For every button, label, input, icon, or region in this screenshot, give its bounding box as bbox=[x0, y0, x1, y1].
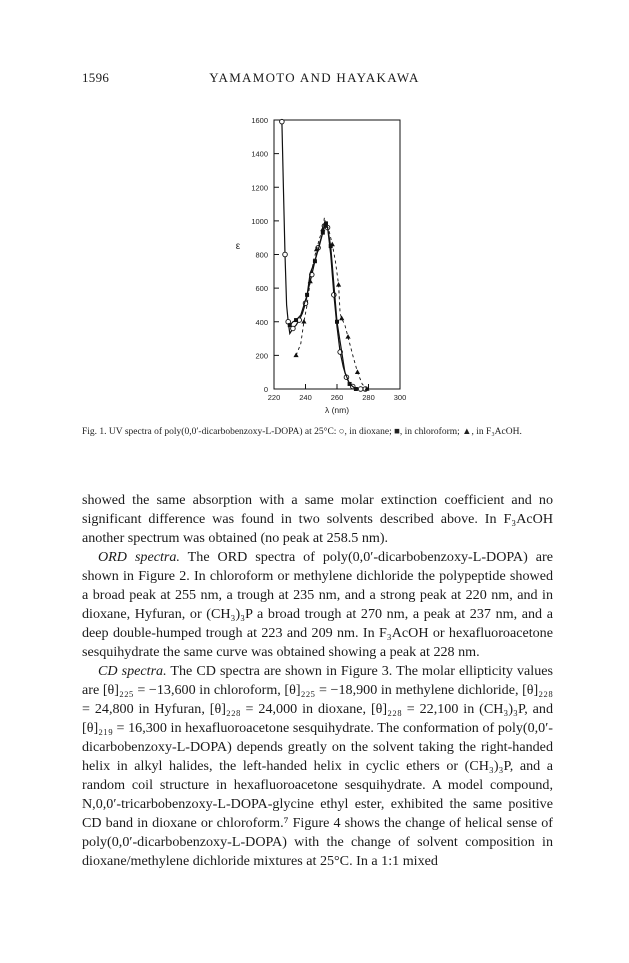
data-point-square bbox=[354, 387, 358, 391]
x-tick-label: 240 bbox=[299, 393, 312, 402]
data-point-triangle bbox=[293, 353, 298, 358]
x-tick-label: 220 bbox=[267, 393, 281, 402]
data-point-square bbox=[294, 318, 298, 322]
data-point-triangle bbox=[308, 279, 313, 284]
paragraph-cd bbox=[82, 662, 553, 871]
y-tick-label: 1000 bbox=[251, 216, 268, 226]
data-point-square bbox=[321, 231, 325, 235]
data-point-triangle bbox=[336, 282, 341, 287]
plot-frame bbox=[274, 120, 400, 389]
paragraph-1: showed the same absorption with a same molar extinction coefficient and no significant difference was found in two solvents described above. In F₃AcOH another spectrum was obtained (no peak at 258.5 nm). bbox=[82, 492, 553, 546]
body-text bbox=[82, 491, 553, 871]
y-tick-label: 600 bbox=[255, 284, 268, 294]
data-point-square bbox=[288, 323, 292, 327]
data-point-square bbox=[335, 320, 339, 324]
x-tick-label: 260 bbox=[330, 393, 344, 402]
paragraph-ord bbox=[82, 548, 553, 662]
uv-spectra-chart bbox=[0, 0, 629, 430]
x-axis-label: λ (nm) bbox=[324, 405, 350, 415]
y-tick-label: 0 bbox=[263, 385, 268, 394]
series-line bbox=[282, 122, 366, 389]
y-tick-label: 1200 bbox=[251, 183, 268, 193]
data-point-square bbox=[348, 382, 352, 386]
cd-heading: CD spectra. bbox=[98, 663, 167, 679]
data-point-circle bbox=[358, 387, 363, 392]
data-point-circle bbox=[280, 119, 285, 124]
figure-caption: Fig. 1. UV spectra of poly(0,0′-dicarbobenzoxy-L-DOPA) at 25°C: ○, in dioxane; ■, in chloroform; ▲, in F₃AcOH. bbox=[82, 427, 522, 437]
y-tick-label: 200 bbox=[255, 351, 268, 361]
running-head: YAMAMOTO AND HAYAKAWA bbox=[209, 70, 420, 85]
data-point-triangle bbox=[345, 334, 350, 339]
data-point-triangle bbox=[339, 316, 344, 321]
data-point-triangle bbox=[301, 319, 306, 324]
data-point-circle bbox=[283, 252, 288, 257]
y-tick-label: 1400 bbox=[251, 149, 268, 159]
data-point-triangle bbox=[355, 369, 360, 374]
x-tick-label: 280 bbox=[362, 393, 375, 402]
cd-text: The CD spectra are shown in Figure 3. The molar ellipticity values are [θ]₂₂₅ = −13,600 in chloroform, [θ]₂₂₅ = −18,900 in methylene dichloride, [θ]₂₂₈ = 24,800 in Hyfuran, [θ]₂₂₈ = 24,000 in dioxane, [θ]₂₂₈ = 22,100 in (CH₃)₃P, and [θ]₂₁₉ = 16,300 in hexafluoroacetone sesquihydrate. The conformation of poly(0,0′-dicarbobenzoxy-L-DOPA) depends greatly on the solvent taking the right-handed helix in alkyl halides, the left-handed helix in cyclic ethers or (CH₃)₃P, and a random coil structure in hexafluoroacetone sesquihydrate. A model compound, N,0,0′-tricarbobenzoxy-L-DOPA-glycine ethyl ester, exhibited the same positive CD band in dioxane or chloroform.⁷ Figure 4 shows the change of helical sense of poly(0,0′-dicarbobenzoxy-L-DOPA) with the change of solvent composition in dioxane/methylene dichloride mixtures at 25°C. In a 1:1 mixed bbox=[82, 663, 553, 869]
y-axis-label: ε bbox=[235, 241, 241, 253]
ord-heading: ORD spectra. bbox=[98, 549, 180, 565]
page-number: 1596 bbox=[82, 70, 110, 85]
series-line bbox=[290, 223, 356, 389]
x-tick-label: 300 bbox=[393, 393, 407, 402]
ord-text: The ORD spectra of poly(0,0′-dicarbobenzoxy-L-DOPA) are shown in Figure 2. In chloroform or methylene dichloride the polypeptide showed a broad peak at 255 nm, a trough at 235 nm, and a strong peak at 220 nm, and in dioxane, Hyfuran, or (CH₃)₃P a broad trough at 270 nm, a peak at 237 nm, and a deep double-humped trough at 223 and 209 nm. In F₃AcOH or hexafluoroacetone sesquihydrate the same curve was obtained showing a peak at 228 nm. bbox=[82, 549, 553, 660]
y-tick-label: 1600 bbox=[251, 116, 268, 125]
y-tick-label: 800 bbox=[255, 250, 268, 260]
y-tick-label: 400 bbox=[255, 317, 268, 327]
